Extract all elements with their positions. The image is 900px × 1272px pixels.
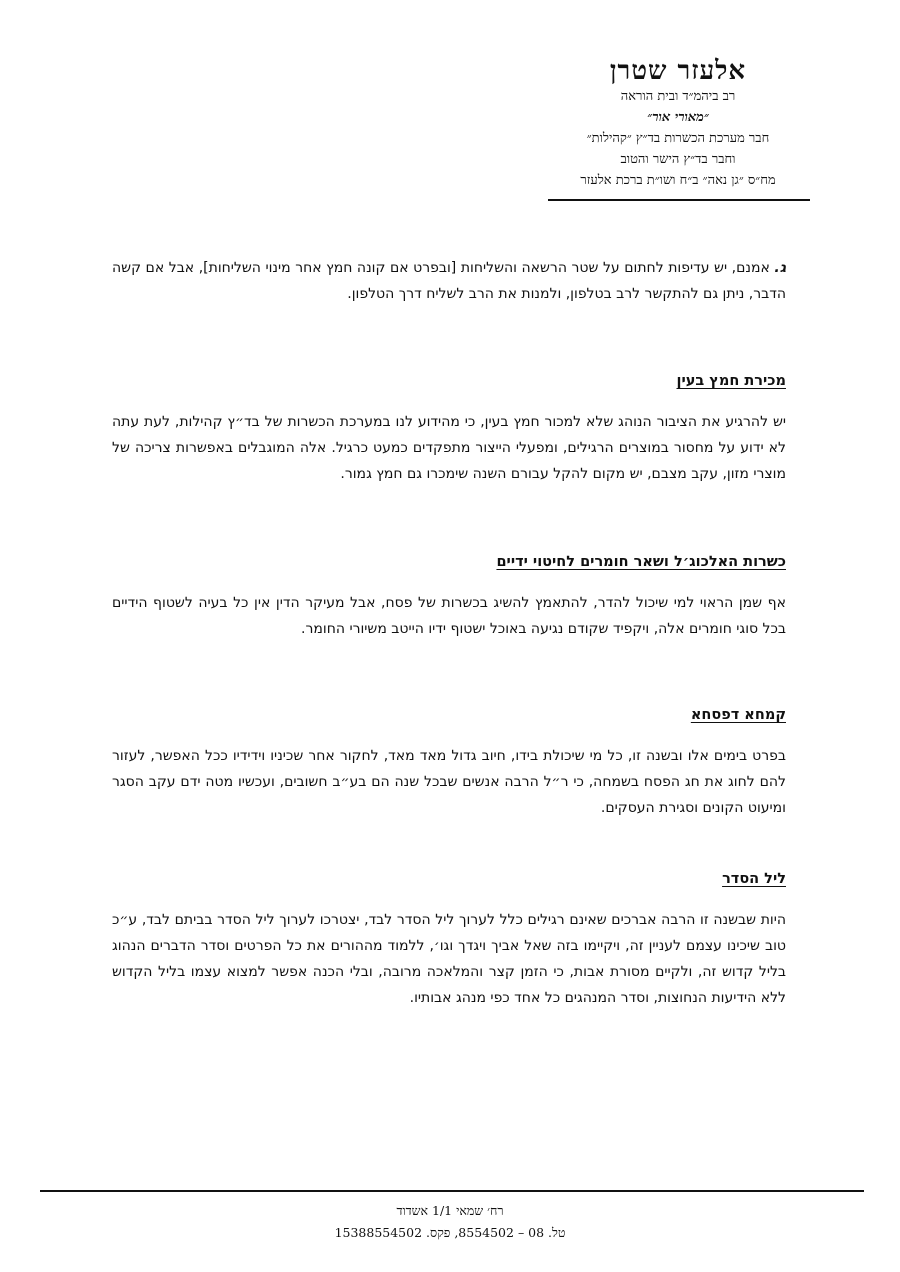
section-alcohol-kashrut [112, 552, 786, 642]
section-title: ליל הסדר [722, 871, 786, 887]
section-body: בפרט בימים אלו ובשנה זו, כל מי שיכולת בידו, חיוב גדול מאד מאד, לחקור אחר שכיניו וידידיו ככל האפשר, לעזור להם לחוג את חג הפסח בשמחה, כי ר״ל הרבה אנשים שבכל שנה הם בע״ב חשובים, ועכשיו מטה ידם עקב הסגר ומיעוט הקונים וסגירת העסקים. [112, 748, 786, 816]
intro-paragraph-block [112, 255, 786, 307]
footer-phones: טל. 08 – 8554502, פקס. 15388554502 [334, 1225, 566, 1240]
footer-address: רח׳ שמאי 1/1 אשדוד [396, 1203, 504, 1218]
letterhead-books: מח״ס ״גן נאה״ ב״ח ושו״ת ברכת אלעזר [580, 173, 776, 188]
section-seder-night [112, 869, 786, 1011]
section-title: כשרות האלכוג׳ל ושאר חומרים לחיטוי ידיים [496, 554, 786, 570]
section-maot-chitim [112, 705, 786, 821]
intro-paragraph [112, 255, 786, 307]
author-name: אלעזר שטרן [609, 56, 747, 86]
section-chametz-sale [112, 371, 786, 487]
section-body: היות שבשנה זו הרבה אברכים שאינם רגילים כלל לערוך ליל הסדר לבד, יצטרכו לערוך ליל הסדר בביתם לבד, ע״כ טוב שיכינו עצמם לעניין זה, ויקיימו בזה שאל אביך ויגדך וגו׳, ללמוד מההורים את כל הפרטים וסדר הדברים הנהוג בליל קדוש זה, ולקיים מסורת אבות, כי הזמן קצר והמלאכה מרובה, ובלי הכנה אפשר למצוא עצמו בליל הקדוש ללא הידיעות הנחוצות, וסדר המנהגים כל אחד כפי מנהג אבותיו. [112, 912, 786, 1006]
section-title: מכירת חמץ בעין [676, 373, 786, 389]
footer [250, 1200, 650, 1244]
letterhead [546, 56, 810, 201]
letterhead-title-2: חבר מערכת הכשרות בד״ץ ״קהילות״ [586, 131, 770, 146]
section-body: יש להרגיע את הציבור הנוהג שלא למכור חמץ בעין, כי מהידוע לנו במערכת הכשרות של בד״ץ קהילות, לעת עתה לא ידוע על מחסור במוצרים הרגילים, ומפעלי הייצור מתפקדים כמעט כרגיל. אלה המוגבלים באפשרות צריכה של מוצרי מזון, עקב מצבם, יש מקום להקל עבורם השנה שימכרו גם חמץ גמור. [112, 414, 786, 482]
item-label: ג. [774, 260, 786, 276]
letterhead-divider [548, 199, 810, 201]
letterhead-title-1: רב ביהמ״ד ובית הוראה [620, 89, 736, 104]
intro-text: אמנם, יש עדיפות לחתום על שטר הרשאה והשליחות [ובפרט אם קונה חמץ אחר מינוי השליחות], אבל אם קשה הדבר, ניתן גם להתקשר לרב בטלפון, ולמנות את הרב לשליח דרך הטלפון. [112, 260, 786, 302]
section-body: אף שמן הראוי למי שיכול להדר, להתאמץ להשיג בכשרות של פסח, אבל מעיקר הדין אין כל בעיה לשטוף הידיים בכל סוגי חומרים אלה, ויקפיד שקודם נגיעה באוכל ישטוף ידיו הייטב משיורי החומר. [112, 595, 786, 637]
footer-divider [40, 1190, 864, 1192]
letterhead-institution: ״מאורי אור״ [647, 110, 709, 125]
section-title: קמחא דפסחא [690, 707, 786, 723]
letterhead-title-3: וחבר בד״ץ הישר והטוב [620, 152, 736, 167]
